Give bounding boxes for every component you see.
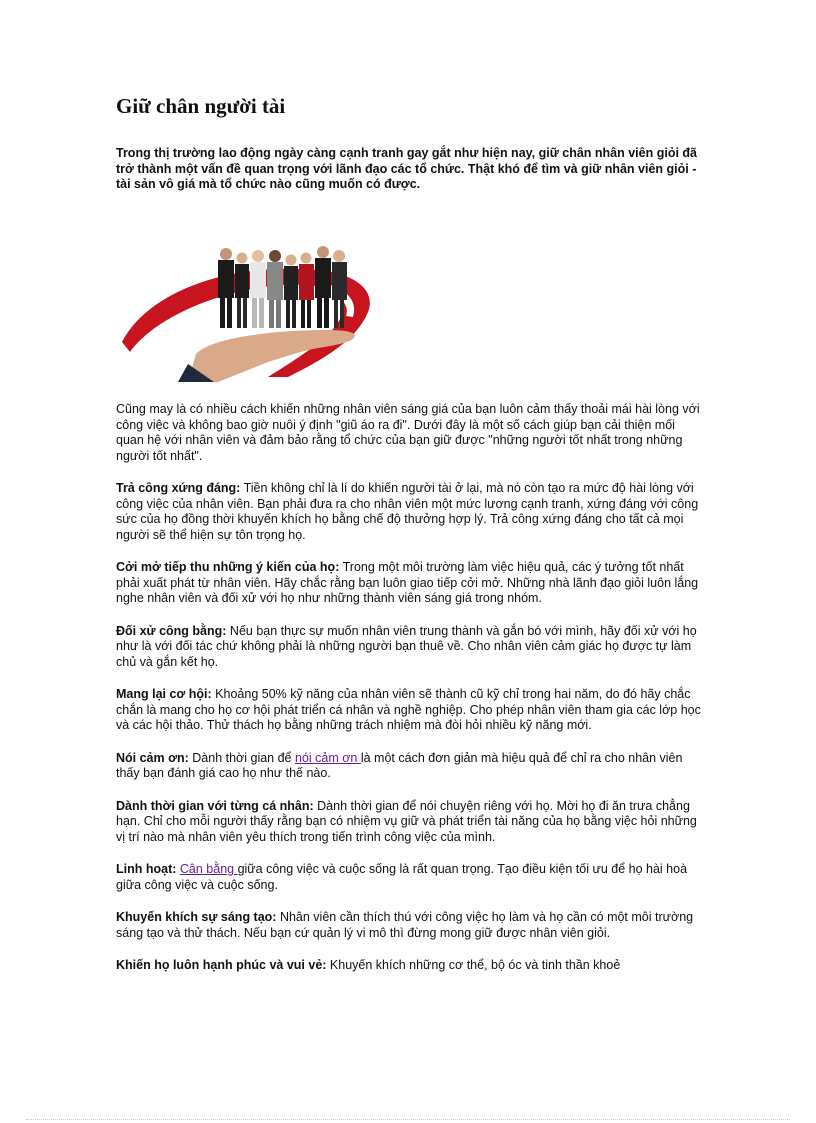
section-creativity <box>116 910 706 941</box>
section-fair-pay <box>116 481 706 543</box>
section-heading: Nói cảm ơn: <box>116 750 189 765</box>
business-people-on-hand-icon <box>118 232 378 382</box>
section-one-on-one <box>116 799 706 846</box>
section-heading: Trả công xứng đáng: <box>116 481 241 495</box>
say-thanks-link[interactable]: nói cảm ơn <box>294 750 361 765</box>
section-happiness <box>116 958 706 974</box>
section-heading: Dành thời gian với từng cá nhân: <box>116 798 314 813</box>
section-text: Trong một môi trường làm việc hiệu quả, các ý tưởng tốt nhất phải xuất phát từ nhân viên. Hãy chắc rằng bạn luôn giao tiếp cởi mở. Những nhà lãnh đạo giỏi luôn lắng nghe nhân viên và đối xử với họ như những thành viên sáng giá trong nhóm. <box>116 560 699 605</box>
section-fair-treatment <box>116 624 706 671</box>
section-text: Khuyến khích những cơ thể, bộ óc và tinh thần khoẻ <box>326 958 621 972</box>
page-bottom-divider <box>26 1119 790 1120</box>
section-heading: Cởi mở tiếp thu những ý kiến của họ: <box>116 560 340 574</box>
section-text: Nhân viên cần thích thú với công việc họ làm và họ cần có một môi trường sáng tạo và thử thách. Nếu bạn cứ quản lý vi mô thì đừng mong giữ được nhân viên giỏi. <box>116 910 694 940</box>
section-opportunities <box>116 687 706 734</box>
article-lead: Trong thị trường lao động ngày càng cạnh tranh gay gắt như hiện nay, giữ chân nhân viên giỏi đã trở thành một vấn đề quan trọng với lãnh đạo các tổ chức. Thật khó để tìm và giữ nhân viên giỏi - tài sản vô giá mà tổ chức nào cũng muốn có được. <box>116 146 697 191</box>
section-text: Dành thời gian để <box>188 750 295 765</box>
section-heading: Khuyến khích sự sáng tạo: <box>116 910 277 924</box>
section-say-thanks <box>116 751 706 782</box>
section-text: Tiền không chỉ là lí do khiến người tài ở lại, mà nó còn tạo ra mức độ hài lòng với công việc của nhân viên. Bạn phải đưa ra cho nhân viên một mức lương cạnh tranh, xứng đáng với công sức của họ đồng thời khuyến khích họ bằng chế độ thưởng hợp lý. Trả công xứng đáng cho tất cả mọi người sẽ thể hiện sự tôn trọng họ. <box>116 481 699 542</box>
intro-paragraph: Cũng may là có nhiều cách khiến những nhân viên sáng giá của bạn luôn cảm thấy thoải mái hài lòng với công việc và không bao giờ nuôi ý định "giũ áo ra đi". Dưới đây là một số cách giúp bạn cải thiện mối quan hệ với nhân viên và đảm bảo rằng tổ chức của bạn giữ được "những người tốt nhất trong những người tốt nhất". <box>116 402 700 463</box>
section-text: giữa công việc và cuộc sống là rất quan trọng. Tạo điều kiện tối ưu để họ hài hoà giữa công việc và cuộc sống. <box>116 862 688 892</box>
section-heading: Mang lại cơ hội: <box>116 687 212 701</box>
balance-link[interactable]: Cân bằng <box>179 862 238 876</box>
section-heading: Khiến họ luôn hạnh phúc và vui vẻ: <box>116 958 327 972</box>
section-open-feedback <box>116 560 706 607</box>
section-text: Khoảng 50% kỹ năng của nhân viên sẽ thành cũ kỹ chỉ trong hai năm, do đó hãy chắc chắn là mang cho họ cơ hội phát triển cá nhân và nghề nghiệp. Cho phép nhân viên tham gia các lớp học và các hội thảo. Thử thách họ bằng những trách nhiệm mà đòi hỏi nhiều kỹ năng mới. <box>116 687 701 732</box>
section-heading: Linh hoạt: <box>116 862 177 876</box>
business-people-on-hand-image <box>118 232 378 382</box>
section-text: là một cách đơn giản mà hiệu quả để chỉ ra cho nhân viên thấy bạn đánh giá cao họ như thế nào. <box>116 750 683 780</box>
section-text: Dành thời gian để nói chuyện riêng với họ. Mời họ đi ăn trưa chẳng hạn. Chỉ cho mỗi người thấy rằng bạn có nhiệm vụ giữ và phát triển tài năng của họ bằng việc hỏi những vị trí nào mà nhân viên yêu thích trong tiến trình công việc của mình. <box>116 798 697 844</box>
section-text: Nếu bạn thực sự muốn nhân viên trung thành và gắn bó với mình, hãy đối xử với họ như là với đối tác chứ không phải là những người bạn thuê về. Cho nhân viên cảm giác họ được tự làm chủ và gắn kết họ. <box>116 623 697 669</box>
article-body <box>116 402 706 991</box>
section-flexibility <box>116 862 706 893</box>
article-title: Giữ chân người tài <box>116 94 286 118</box>
section-heading: Đối xử công bằng: <box>116 623 227 638</box>
